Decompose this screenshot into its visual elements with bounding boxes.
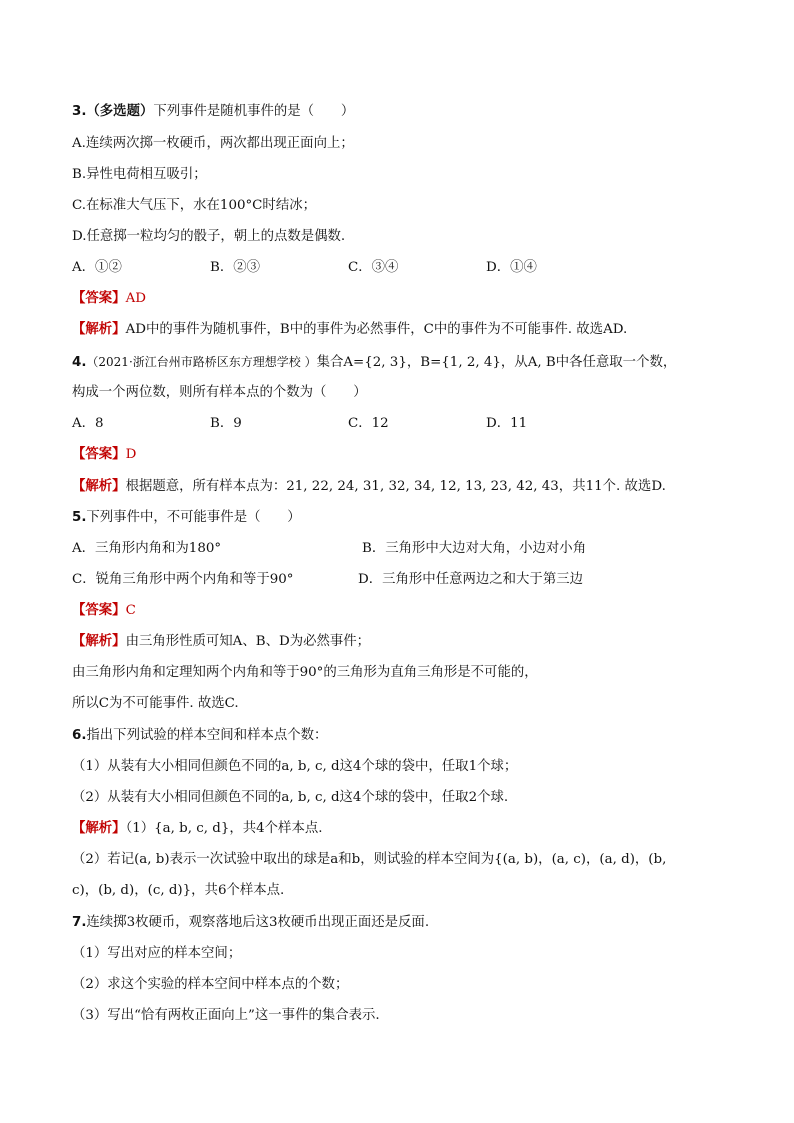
q7-part-1: （1）写出对应的样本空间； xyxy=(72,946,242,961)
q4-choice-d: D．11 xyxy=(486,416,528,431)
q5-answer xyxy=(72,602,136,620)
q5-option-c: C．锐角三角形中两个内角和等于90° xyxy=(72,572,294,587)
q5-stem: 下列事件中，不可能事件是（ ） xyxy=(86,510,301,525)
q7-part-2: （2）求这个实验的样本空间中样本点的个数； xyxy=(72,977,349,992)
q5-option-b: B．三角形中大边对大角，小边对小角 xyxy=(362,541,587,556)
q3-option-a: A.连续两次掷一枚硬币，两次都出现正面向上； xyxy=(72,136,354,151)
q5-stem-line xyxy=(72,509,301,527)
q5-analysis xyxy=(72,633,370,651)
q4-stem-1: 集合A={2, 3}，B={1, 2, 4}，从A, B中各任意取一个数， xyxy=(316,355,677,370)
q6-stem: 指出下列试验的样本空间和样本点个数： xyxy=(86,728,328,743)
q5-analysis-text-3: 所以C为不可能事件. 故选C. xyxy=(72,696,239,711)
q4-analysis xyxy=(72,478,666,496)
answer-label: 【答案】 xyxy=(72,447,126,462)
q6-analysis xyxy=(72,820,323,838)
q3-number: 3. xyxy=(72,104,87,119)
q6-number: 6. xyxy=(72,728,87,743)
q7-stem: 连续掷3枚硬币，观察落地后这3枚硬币出现正面还是反面. xyxy=(86,915,430,930)
q3-choice-d: D．①④ xyxy=(486,260,537,275)
q3-analysis xyxy=(72,321,627,339)
q3-tag: （多选题） xyxy=(86,104,154,119)
analysis-label: 【解析】 xyxy=(72,479,126,494)
q4-analysis-text: 根据题意，所有样本点为：21, 22, 24, 31, 32, 34, 12, 13, 23, 42, 43，共11个. 故选D. xyxy=(125,479,666,494)
q7-number: 7. xyxy=(72,915,87,930)
q5-option-a: A．三角形内角和为180° xyxy=(72,541,222,556)
q6-analysis-2-line-1: （2）若记(a, b)表示一次试验中取出的球是a和b，则试验的样本空间为{(a, b)，(a, c)，(a, d)，(b, xyxy=(72,852,667,867)
analysis-label: 【解析】 xyxy=(72,821,126,836)
q7-part-3: （3）写出“恰有两枚正面向上”这一事件的集合表示. xyxy=(72,1008,380,1023)
q4-number: 4. xyxy=(72,355,87,370)
q3-analysis-text: AD中的事件为随机事件，B中的事件为必然事件，C中的事件为不可能事件. 故选AD. xyxy=(125,322,628,337)
q5-analysis-text-2: 由三角形内角和定理知两个内角和等于90°的三角形为直角三角形是不可能的， xyxy=(72,665,538,680)
q5-answer-value: C xyxy=(125,603,136,618)
q4-answer xyxy=(72,446,136,464)
q3-option-b: B.异性电荷相互吸引； xyxy=(72,167,207,182)
q6-part-2: （2）从装有大小相同但颜色不同的a, b, c, d这4个球的袋中，任取2个球. xyxy=(72,790,509,805)
q4-stem-line xyxy=(72,353,676,372)
q4-choice-a: A．8 xyxy=(72,416,104,431)
answer-label: 【答案】 xyxy=(72,291,126,306)
q6-analysis-1: （1）{a, b, c, d}，共4个样本点. xyxy=(125,821,323,836)
q4-stem-2: 构成一个两位数，则所有样本点的个数为（ ） xyxy=(72,385,367,400)
q3-choice-b: B．②③ xyxy=(210,260,261,275)
q3-choice-c: C．③④ xyxy=(348,260,399,275)
q3-stem: 下列事件是随机事件的是（ ） xyxy=(153,104,355,119)
q7-stem-line xyxy=(72,914,429,932)
analysis-label: 【解析】 xyxy=(72,322,126,337)
q4-choice-c: C．12 xyxy=(348,416,389,431)
q3-option-d: D.任意掷一粒均匀的骰子，朝上的点数是偶数. xyxy=(72,229,346,244)
analysis-label: 【解析】 xyxy=(72,634,126,649)
q4-source: （2021·浙江台州市路桥区东方理想学校 ） xyxy=(86,355,317,369)
q6-stem-line xyxy=(72,727,327,745)
answer-label: 【答案】 xyxy=(72,603,126,618)
q6-analysis-2-line-2: c)，(b, d)，(c, d)}，共6个样本点. xyxy=(72,883,285,898)
q4-answer-value: D xyxy=(125,447,137,462)
q3-choice-a: A．①② xyxy=(72,260,122,275)
q6-part-1: （1）从装有大小相同但颜色不同的a, b, c, d这4个球的袋中，任取1个球； xyxy=(72,759,518,774)
q4-choice-b: B．9 xyxy=(210,416,242,431)
q3-answer-value: AD xyxy=(125,291,146,306)
q5-option-d: D．三角形中任意两边之和大于第三边 xyxy=(358,572,583,587)
q5-number: 5. xyxy=(72,510,87,525)
q3-answer xyxy=(72,290,146,308)
q3-stem-line xyxy=(72,103,354,121)
q3-option-c: C.在标准大气压下，水在100°C时结冰； xyxy=(72,198,316,213)
q5-analysis-text-1: 由三角形性质可知A、B、D为必然事件； xyxy=(125,634,371,649)
